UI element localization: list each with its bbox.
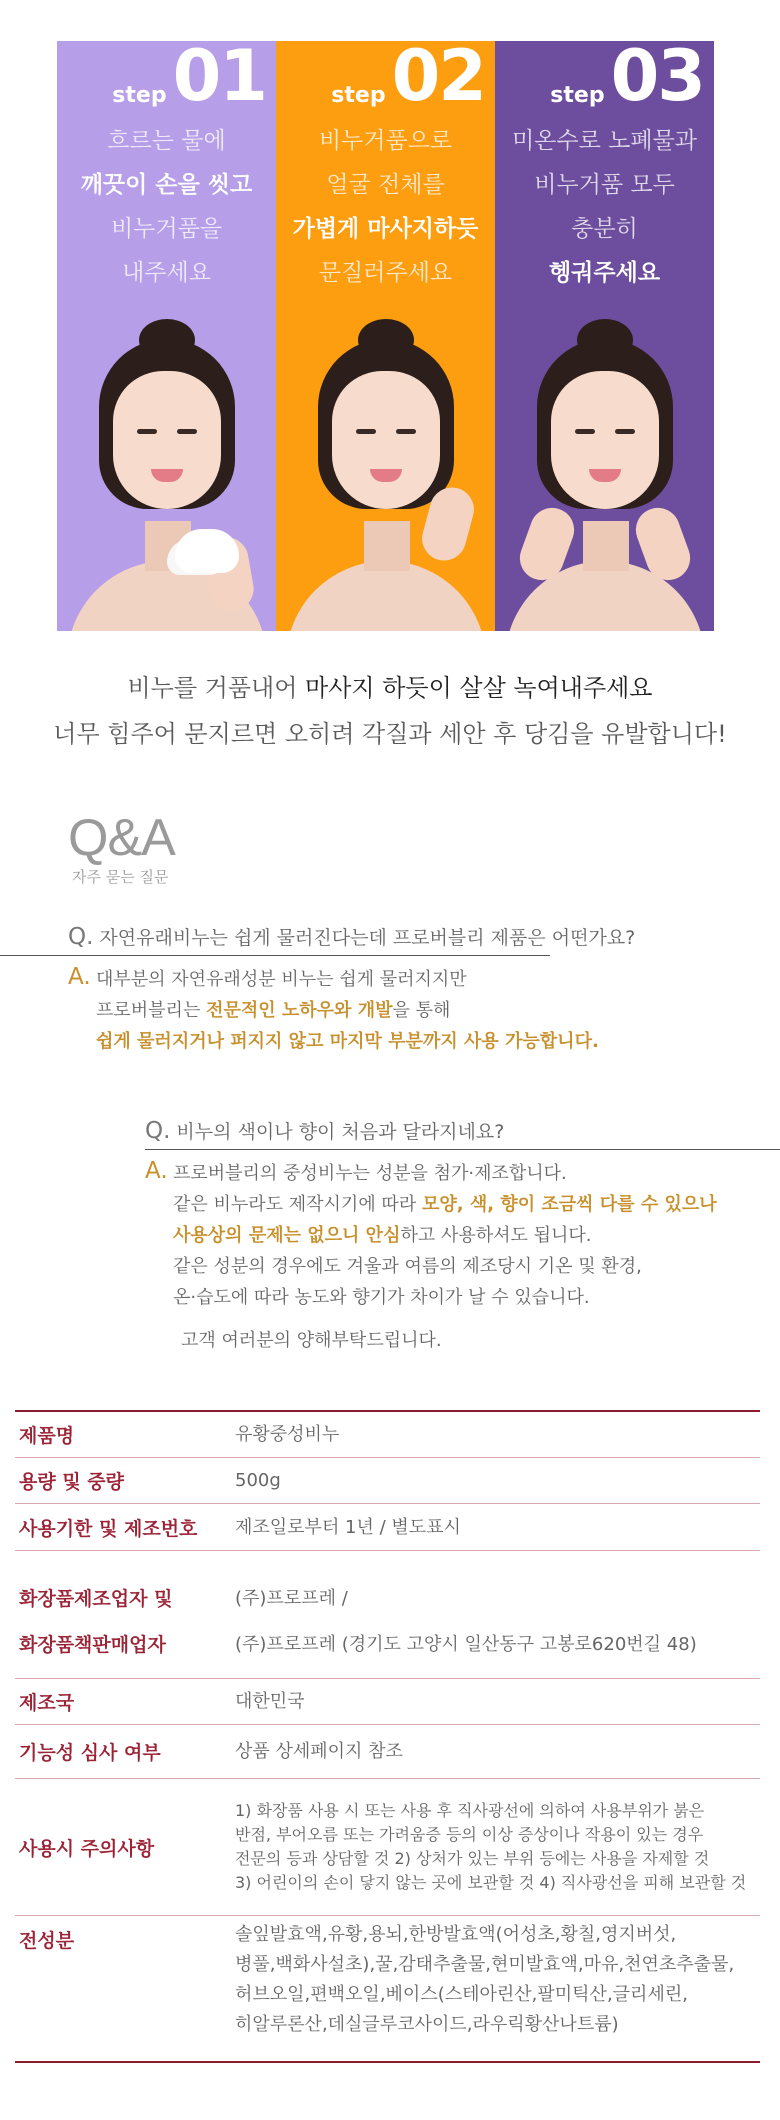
step-3-line: 미온수로 노폐물과 bbox=[511, 128, 698, 154]
answer-line: 같은 성분의 경우에도 겨울과 여름의 제조당시 기온 및 환경, bbox=[173, 1256, 642, 1277]
step-1-heading bbox=[112, 41, 266, 117]
info-row-caution bbox=[15, 1779, 760, 1916]
step-1-line: 내주세요 bbox=[122, 260, 211, 286]
question-mark-label: Q. bbox=[145, 1118, 171, 1144]
step-3-heading bbox=[550, 41, 704, 117]
step-1-panel bbox=[57, 41, 276, 631]
info-value: 허브오일,편백오일,베이스(스테아린산,팔미틱산,글리세린, bbox=[235, 1984, 688, 2005]
info-value: 유황중성비누 bbox=[235, 1424, 340, 1445]
step-1-model-photo bbox=[57, 331, 276, 631]
info-label: 제조국 bbox=[19, 1692, 75, 1714]
step-2-line: 얼굴 전체를 bbox=[326, 172, 445, 198]
info-row-manufacturer bbox=[15, 1551, 760, 1679]
info-label: 전성분 bbox=[19, 1930, 75, 1952]
faq-divider bbox=[0, 955, 550, 956]
answer-mark-label: A. bbox=[68, 964, 91, 990]
step-2-line-highlight: 가볍게 마사지하듯 bbox=[292, 216, 479, 242]
faq-answer-1 bbox=[68, 964, 728, 1057]
info-value: 병풀,백화사설초),꿀,감태추출물,현미발효액,마유,천연초추출물, bbox=[235, 1954, 735, 1975]
info-label: 화장품제조업자 및 bbox=[19, 1588, 173, 1610]
info-label: 사용시 주의사항 bbox=[19, 1837, 155, 1860]
step-1-line: 흐르는 물에 bbox=[107, 128, 226, 154]
step-3-line: 충분히 bbox=[571, 216, 638, 242]
step-3-line: 비누거품 모두 bbox=[534, 172, 675, 198]
answer-mark-label: A. bbox=[145, 1158, 168, 1184]
info-value: (주)프로프레 (경기도 고양시 일산동구 고봉로620번길 48) bbox=[235, 1634, 697, 1655]
info-value: 솔잎발효액,유황,용뇌,한방발효액(어성초,황칠,영지버섯, bbox=[235, 1924, 677, 1945]
steps-banner bbox=[57, 41, 714, 631]
info-label: 용량 및 중량 bbox=[19, 1471, 124, 1493]
soap-foam-icon bbox=[175, 529, 239, 573]
answer-highlight: 사용상의 문제는 없으니 안심 bbox=[173, 1225, 401, 1246]
product-info-table bbox=[15, 1410, 760, 2063]
info-row-country bbox=[15, 1679, 760, 1725]
step-2-word: step bbox=[331, 83, 386, 108]
info-label: 기능성 심사 여부 bbox=[19, 1742, 161, 1764]
step-1-word: step bbox=[112, 83, 167, 108]
step-2-number: 02 bbox=[391, 41, 485, 117]
info-row-product-name bbox=[15, 1412, 760, 1458]
info-value: (주)프로프레 / bbox=[235, 1588, 348, 1609]
answer-line: 프로버블리는 전문적인 노하우와 개발을 통해 bbox=[96, 1000, 451, 1021]
info-value: 반점, 부어오름 또는 가려움증 등의 이상 증상이나 작용이 있는 경우 bbox=[235, 1825, 704, 1844]
info-value: 1) 화장품 사용 시 또는 사용 후 직사광선에 의하여 사용부위가 붉은 bbox=[235, 1801, 705, 1820]
answer-line: 같은 비누라도 제작시기에 따라 모양, 색, 향이 조금씩 다를 수 있으나 bbox=[173, 1194, 717, 1215]
answer-highlight: 전문적인 노하우와 개발 bbox=[206, 1000, 393, 1021]
table-bottom-border bbox=[15, 2061, 760, 2063]
step-3-model-photo bbox=[495, 331, 714, 631]
step-1-line: 비누거품을 bbox=[110, 216, 223, 242]
step-1-number: 01 bbox=[172, 41, 266, 117]
tip-line-1: 비누를 거품내어 마사지 하듯이 살살 녹여내주세요 bbox=[127, 674, 653, 702]
step-2-instructions bbox=[276, 119, 495, 295]
info-row-volume bbox=[15, 1458, 760, 1504]
info-label: 제품명 bbox=[19, 1425, 75, 1447]
step-1-instructions bbox=[57, 119, 276, 295]
faq-divider bbox=[145, 1149, 780, 1150]
info-value: 500g bbox=[235, 1470, 281, 1491]
question-text: 자연유래비누는 쉽게 물러진다는데 프로버블리 제품은 어떤가요? bbox=[99, 927, 636, 949]
step-2-heading bbox=[331, 41, 485, 117]
answer-line: 프로버블리의 중성비누는 성분을 첨가·제조합니다. bbox=[173, 1163, 567, 1184]
step-3-number: 03 bbox=[610, 41, 704, 117]
info-value: 제조일로부터 1년 / 별도표시 bbox=[235, 1516, 461, 1538]
answer-line: 사용상의 문제는 없으니 안심하고 사용하셔도 됩니다. bbox=[173, 1225, 592, 1246]
answer-highlight: 모양, 색, 향이 조금씩 다를 수 있으나 bbox=[421, 1194, 717, 1215]
answer-line bbox=[68, 1026, 728, 1057]
faq-answer-2 bbox=[145, 1158, 765, 1356]
step-2-line: 비누거품으로 bbox=[318, 128, 453, 154]
info-value: 대한민국 bbox=[235, 1691, 305, 1712]
info-label: 사용기한 및 제조번호 bbox=[19, 1517, 198, 1540]
info-value: 3) 어린이의 손이 닿지 않는 곳에 보관할 것 4) 직사광선을 피해 보관할 것 bbox=[235, 1873, 747, 1892]
tip-emphasis: 마사지 하듯이 살살 녹여내주세요 bbox=[305, 674, 653, 702]
info-label: 화장품책판매업자 bbox=[19, 1634, 166, 1656]
info-row-functional bbox=[15, 1725, 760, 1779]
info-row-ingredients bbox=[15, 1916, 760, 2061]
qa-subtitle: 자주 묻는 질문 bbox=[72, 868, 169, 886]
faq-question-1 bbox=[68, 923, 635, 950]
step-3-word: step bbox=[550, 83, 605, 108]
step-3-instructions bbox=[495, 119, 714, 295]
step-3-line-highlight: 헹궈주세요 bbox=[548, 260, 661, 286]
answer-line: 대부분의 자연유래성분 비누는 쉽게 물러지지만 bbox=[96, 969, 467, 990]
answer-highlight: 쉽게 물러지거나 퍼지지 않고 마지막 부분까지 사용 가능합니다. bbox=[96, 1031, 599, 1052]
question-text: 비누의 색이나 향이 처음과 달라지네요? bbox=[176, 1121, 505, 1143]
faq-question-2 bbox=[145, 1117, 504, 1144]
info-value: 상품 상세페이지 참조 bbox=[235, 1741, 403, 1762]
answer-closing: 고객 여러분의 양해부탁드립니다. bbox=[181, 1330, 442, 1351]
usage-tip bbox=[0, 665, 780, 757]
step-1-line-highlight: 깨끗이 손을 씻고 bbox=[80, 172, 253, 198]
info-value: 전문의 등과 상담할 것 2) 상처가 있는 부위 등에는 사용을 자제할 것 bbox=[235, 1849, 710, 1868]
step-2-model-photo bbox=[276, 331, 495, 631]
step-2-panel bbox=[276, 41, 495, 631]
info-row-expiry bbox=[15, 1504, 760, 1551]
answer-line: 온·습도에 따라 농도와 향기가 차이가 날 수 있습니다. bbox=[173, 1287, 590, 1308]
info-value: 히알루론산,데실글루코사이드,라우릭황산나트륨) bbox=[235, 2014, 619, 2035]
tip-line-2: 너무 힘주어 문지르면 오히려 각질과 세안 후 당김을 유발합니다! bbox=[53, 720, 727, 748]
step-3-panel bbox=[495, 41, 714, 631]
qa-title: Q&A bbox=[68, 809, 175, 867]
step-2-line: 문질러주세요 bbox=[318, 260, 453, 286]
question-mark-label: Q. bbox=[68, 924, 94, 950]
